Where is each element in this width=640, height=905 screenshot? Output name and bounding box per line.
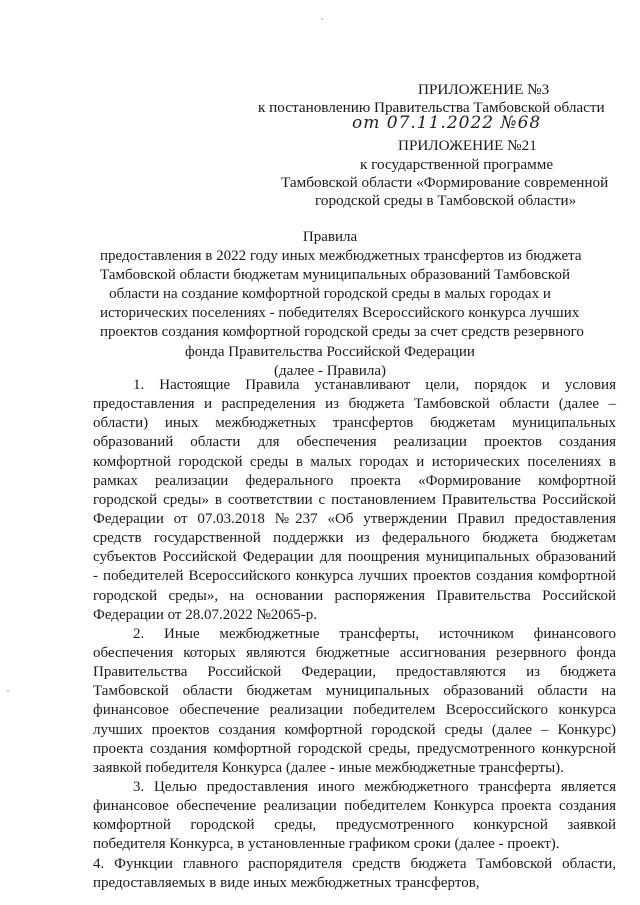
body-line: Федерации от 28.07.2022 №2065-р. bbox=[93, 606, 318, 623]
handwritten-date-number: от 07.11.2022 №68 bbox=[352, 113, 542, 133]
body-line: Тамбовской области бюджетам муниципальных образований области на bbox=[93, 683, 616, 700]
body-line: комфортной городской среды, предусмотренного конкурсной заявкой bbox=[93, 817, 616, 834]
appendix21-line3: городской среды в Тамбовской области» bbox=[315, 192, 577, 209]
rules-title-line: Тамбовской области бюджетам муниципальных образований Тамбовской bbox=[100, 267, 570, 284]
body-line: городской среды» в соответствии с постановлением Правительства Российской bbox=[93, 491, 616, 508]
rules-title-line: (далее - Правила) bbox=[274, 362, 386, 379]
body-line: финансовое обеспечение реализации победителем Конкурса проекта создания bbox=[93, 798, 616, 815]
body-line: 3. Целью предоставления иного межбюджетного трансферта является bbox=[133, 778, 616, 795]
body-line: финансовое обеспечение реализации победителем Всероссийского конкурса bbox=[93, 702, 616, 719]
body-line: комфортной городской среды в малых городах и исторических поселениях в bbox=[93, 453, 616, 470]
appendix21-title: ПРИЛОЖЕНИЕ №21 bbox=[398, 137, 537, 154]
scan-speck bbox=[7, 690, 9, 692]
rules-body bbox=[93, 376, 616, 893]
rules-title-line: области на создание комфортной городской среды в малых городах и bbox=[109, 286, 551, 303]
appendix3-title: ПРИЛОЖЕНИЕ №3 bbox=[418, 81, 550, 98]
body-line: 4. Функции главного распорядителя средств бюджета Тамбовской области, bbox=[93, 855, 616, 872]
appendix21-line2: Тамбовской области «Формирование современной bbox=[281, 174, 609, 191]
body-line: заявкой победителя Конкурса (далее - иные межбюджетные трансферты). bbox=[93, 759, 564, 776]
body-line: Правительства Российской Федерации, предоставляются из бюджета bbox=[93, 664, 616, 681]
body-line: Федерации от 07.03.2018 №237 «Об утверждении Правил предоставления bbox=[93, 510, 616, 527]
body-line: - победителей Всероссийского конкурса лучших проектов создания комфортной bbox=[93, 568, 616, 585]
body-line: предоставления и распределения из бюджета Тамбовской области (далее – bbox=[93, 396, 616, 413]
body-line: победителя Конкурса, в установленные графиком сроки (далее - проект). bbox=[93, 836, 560, 853]
body-line: области) иных межбюджетных трансфертов бюджетам муниципальных bbox=[93, 415, 616, 432]
body-line: лучших проектов создания комфортной городской среды (далее – Конкурс) bbox=[93, 721, 616, 738]
rules-title-line: исторических поселениях - победителях Всероссийского конкурса лучших bbox=[100, 305, 580, 322]
body-line: 1. Настоящие Правила устанавливают цели, порядок и условия bbox=[133, 377, 616, 393]
rules-heading: Правила bbox=[302, 229, 358, 245]
rules-title-block bbox=[100, 228, 584, 381]
scan-speck bbox=[321, 18, 323, 20]
body-line: средств государственной поддержки из федерального бюджета бюджетам bbox=[93, 530, 616, 547]
body-line: проекта создания комфортной городской среды, предусмотренного конкурсной bbox=[93, 740, 616, 757]
appendix21-line1: к государственной программе bbox=[360, 156, 554, 173]
body-line: субъектов Российской Федерации для поощрения муниципальных образований bbox=[93, 549, 616, 566]
body-line: предоставляемых в виде иных межбюджетных трансфертов, bbox=[93, 874, 480, 891]
appendix3-subtitle: к постановлению Правительства Тамбовской области bbox=[258, 99, 605, 116]
body-line: обеспечения которых являются бюджетные ассигнования резервного фонда bbox=[93, 644, 616, 661]
body-line: образований области для обеспечения реализации проектов создания bbox=[93, 434, 616, 451]
body-line: рамках реализации федерального проекта «Формирование комфортной bbox=[93, 472, 616, 489]
body-line: городской среды», на основании распоряжения Правительства Российской bbox=[93, 587, 616, 604]
rules-title-line: проектов создания комфортной городской среды за счет средств резервного bbox=[100, 324, 584, 341]
rules-title-line: предоставления в 2022 году иных межбюджетных трансфертов из бюджета bbox=[100, 248, 582, 265]
rules-title-line: фонда Правительства Российской Федерации bbox=[185, 343, 475, 360]
body-line: 2. Иные межбюджетные трансферты, источником финансового bbox=[133, 625, 616, 642]
